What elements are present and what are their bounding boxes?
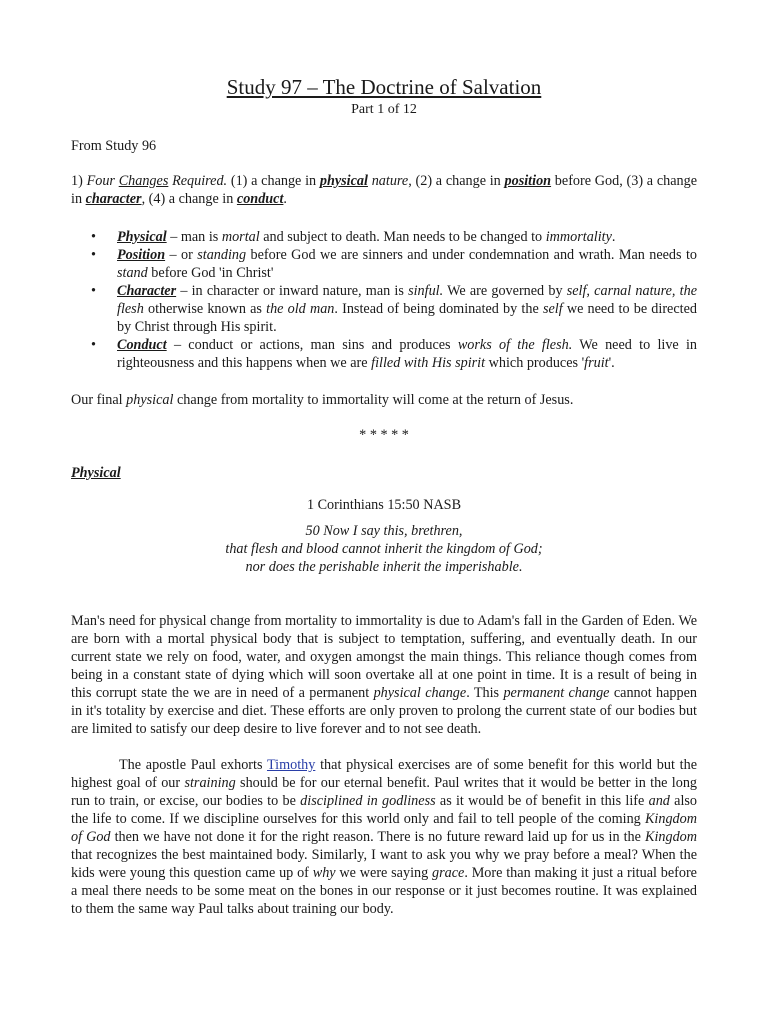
emphasis-text: mortal: [221, 229, 260, 245]
verse-line: nor does the perishable inherit the imperishable.: [245, 559, 523, 575]
bullet-item-conduct: [71, 336, 697, 372]
scripture-link[interactable]: Timothy: [266, 757, 316, 773]
bullet-item-physical: [71, 228, 697, 246]
bullet-icon: •: [91, 337, 96, 353]
section-heading-physical: Physical: [71, 465, 121, 481]
emphasis-text: standing: [197, 247, 247, 263]
bullet-text: [117, 283, 697, 335]
text-run: – conduct or actions, man sins and produces: [166, 337, 458, 353]
text-run: Man's need for physical change from mortality to immortality is due to Adam's fall in the Garden of Eden. We are born with a mortal physical body that is subject to temptation, suffering, and eventually death. In our current state we rely on food, water, and oxygen amongst the main things. This reliance though comes from being in a constant state of dying which will soon overtake all at one point in time. It is a result of being in this corrupt state the we are in need of a permanent: [71, 613, 697, 701]
emphasis-text: immortality: [545, 229, 612, 245]
text-run: , (2) a change in: [408, 173, 505, 189]
text-run: which produces ': [485, 355, 585, 371]
emphasis-text: straining: [184, 775, 236, 791]
emphasis-text: stand: [117, 265, 148, 281]
text-run: cannot happen in it's totality by exercise and diet. These efforts are only proven to prolong the current state of our bodies but are limited to satisfy our deep desire to live forever and to not see death.: [71, 685, 698, 737]
text-run: that physical exercises are of some benefit for this world but the highest goal of our: [71, 757, 697, 791]
text-run: also the life to come. If we discipline ourselves for this world only and fail to tell people of the coming: [71, 793, 698, 827]
emphasis-text: Position: [117, 247, 166, 263]
text-run: then we have not done it for the right reason. There is no future reward laid up for us in the: [110, 829, 645, 845]
emphasis-text: filled with His spirit: [371, 355, 486, 371]
body-paragraph-1: [71, 612, 697, 738]
text-run: , (4) a change in: [141, 191, 237, 207]
emphasis-text: Kingdom of God: [71, 811, 697, 845]
emphasis-text: grace: [432, 865, 465, 881]
text-run: . This: [466, 685, 504, 701]
verse-reference: 1 Corinthians 15:50 NASB: [306, 497, 462, 513]
section-separator: * * * * *: [359, 427, 409, 443]
text-run: Our final: [71, 392, 127, 408]
text-run: – or: [165, 247, 198, 263]
bullet-text: [117, 247, 697, 281]
emphasis-text: nature: [367, 173, 409, 189]
verse-line: that flesh and blood cannot inherit the kingdom of God;: [225, 541, 543, 557]
emphasis-text: physical change: [373, 685, 467, 701]
verse-line: 50 Now I say this, brethren,: [305, 523, 463, 539]
text-run: we were saying: [335, 865, 433, 881]
four-changes-paragraph: [71, 172, 697, 208]
bullet-item-character: [71, 282, 697, 336]
emphasis-text: Kingdom: [644, 829, 698, 845]
text-run: . More than making it just a ritual before a meal there needs to be some meat on the bones in our response or it just becomes routine. It was explained to them the same way Paul talks about training our body.: [71, 865, 697, 917]
emphasis-text: disciplined in godliness: [300, 793, 436, 809]
text-run: change from mortality to immortality will come at the return of Jesus.: [173, 392, 574, 408]
emphasis-text: works of the flesh.: [457, 337, 573, 353]
body-paragraph-2: [71, 756, 697, 918]
text-run: before God we are sinners and under condemnation and wrath. Man needs to: [246, 247, 697, 263]
text-run: .: [611, 229, 616, 245]
bullet-text: [117, 337, 697, 371]
changes-bullet-list: [71, 228, 697, 372]
text-run: (1) a change in: [227, 173, 320, 189]
text-run: otherwise known as: [143, 301, 267, 317]
emphasis-text: sinful.: [408, 283, 444, 299]
emphasis-text: position: [504, 173, 552, 189]
from-study-label: From Study 96: [71, 138, 157, 154]
emphasis-text: self: [542, 301, 563, 317]
emphasis-text: conduct: [236, 191, 284, 207]
text-run: We need to live in righteousness and this happens when we are: [117, 337, 698, 371]
emphasis-text: Character: [117, 283, 177, 299]
emphasis-text: Conduct: [117, 337, 167, 353]
text-run: we need to be directed by Christ through His spirit.: [117, 301, 697, 335]
text-run: that recognizes the best maintained body. Similarly, I want to ask you why we pray before a meal? When the kids were young this question came up of: [71, 847, 697, 881]
emphasis-text: character: [85, 191, 142, 207]
emphasis-text: Required.: [168, 173, 228, 189]
text-run: 1): [71, 173, 87, 189]
emphasis-text: and: [648, 793, 670, 809]
text-run: should be for our eternal benefit. Paul writes that it would be better in the long run to train, or excise, our bodies to be: [71, 775, 698, 809]
bullet-icon: •: [91, 229, 96, 245]
emphasis-text: self, carnal nature, the flesh: [117, 283, 698, 317]
verse-quote: [0, 522, 768, 576]
text-run: – in character or inward nature, man is: [176, 283, 409, 299]
text-run: . Instead of being dominated by the: [334, 301, 543, 317]
bullet-text: [117, 229, 615, 245]
text-run: .: [283, 191, 287, 207]
emphasis-text: fruit: [584, 355, 609, 371]
emphasis-text: Physical: [117, 229, 167, 245]
emphasis-text: Changes: [118, 173, 169, 189]
text-run: – man is: [166, 229, 222, 245]
page-title: Study 97 – The Doctrine of Salvation: [226, 75, 542, 99]
emphasis-text: the old man: [266, 301, 335, 317]
text-run: as it would be of benefit in this life: [435, 793, 649, 809]
text-run: before God 'in Christ': [147, 265, 274, 281]
bullet-item-position: [71, 246, 697, 282]
text-run: The apostle Paul exhorts: [119, 757, 267, 773]
emphasis-text: permanent change: [503, 685, 610, 701]
emphasis-text: physical: [126, 392, 174, 408]
bullet-icon: •: [91, 283, 96, 299]
emphasis-text: why: [312, 865, 336, 881]
text-run: before God, (3) a change in: [71, 173, 697, 207]
emphasis-text: Four: [86, 173, 119, 189]
text-run: and subject to death. Man needs to be changed to: [259, 229, 546, 245]
bullet-icon: •: [91, 247, 96, 263]
final-change-paragraph: [71, 391, 697, 409]
page-subtitle: Part 1 of 12: [351, 102, 417, 117]
emphasis-text: physical: [319, 173, 368, 189]
text-run: '.: [608, 355, 615, 371]
text-run: We are governed by: [443, 283, 567, 299]
